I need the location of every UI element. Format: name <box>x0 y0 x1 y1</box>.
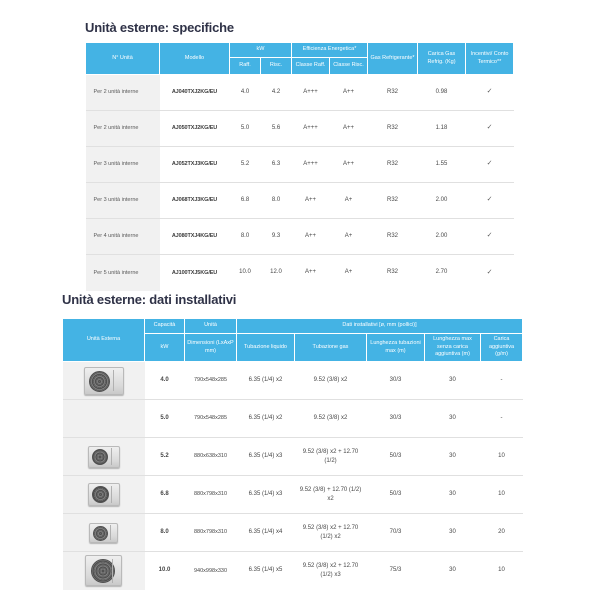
cell-dimensioni: 880x798x310 <box>185 514 237 552</box>
cell-gas: R32 <box>368 183 418 219</box>
table-row <box>86 255 514 291</box>
cell-classe-raff: A++ <box>292 219 330 255</box>
cell-classe-risc: A++ <box>330 111 368 147</box>
cell-tubazione-gas: 9.52 (3/8) + 12.70 (1/2) x2 <box>295 476 367 514</box>
checkmark-icon: ✓ <box>466 183 514 219</box>
cell-lunghezza-max: 30 <box>425 362 481 400</box>
cell-unita: Per 4 unità interne <box>86 219 160 255</box>
cell-lunghezza: 50/3 <box>367 438 425 476</box>
fan-grille-icon <box>92 486 109 503</box>
header-group-unita: Unità <box>185 319 237 334</box>
cell-lunghezza-max: 30 <box>425 514 481 552</box>
table-row <box>86 183 514 219</box>
outdoor-unit-photo <box>89 523 118 543</box>
cell-gas: R32 <box>368 147 418 183</box>
specs-table <box>85 42 514 291</box>
cell-kw-risc: 9.3 <box>261 219 292 255</box>
outdoor-unit-photo-cell <box>63 476 145 514</box>
header-carica-gas: Carica Gas Refrig. (Kg) <box>418 43 466 75</box>
cell-tubazione-liquido: 6.35 (1/4) x2 <box>237 400 295 438</box>
table-row <box>63 514 523 552</box>
specs-table-title: Unità esterne: specifiche <box>85 20 234 35</box>
cell-classe-risc: A++ <box>330 75 368 111</box>
header-tubazione-liquido: Tubazione liquido <box>237 334 295 362</box>
cell-unita: Per 3 unità interne <box>86 147 160 183</box>
cell-kw: 4.0 <box>145 362 185 400</box>
cell-kw-raff: 5.0 <box>230 111 261 147</box>
cell-kw-risc: 6.3 <box>261 147 292 183</box>
checkmark-icon: ✓ <box>466 147 514 183</box>
cell-kw-raff: 5.2 <box>230 147 261 183</box>
header-raff: Raff. <box>230 58 261 75</box>
table-row <box>63 400 523 438</box>
cell-carica: 0.98 <box>418 75 466 111</box>
cell-kw-risc: 8.0 <box>261 183 292 219</box>
fan-grille-icon <box>92 449 108 465</box>
header-group-kw: kW <box>230 43 292 58</box>
cell-carica: 2.00 <box>418 219 466 255</box>
outdoor-unit-photo-cell <box>63 362 145 400</box>
cell-gas: R32 <box>368 255 418 291</box>
cell-classe-risc: A+ <box>330 219 368 255</box>
cell-carica: 1.18 <box>418 111 466 147</box>
cell-kw: 5.0 <box>145 400 185 438</box>
cell-carica: 2.70 <box>418 255 466 291</box>
header-kw: kW <box>145 334 185 362</box>
cell-tubazione-gas: 9.52 (3/8) x2 <box>295 400 367 438</box>
cell-carica-aggiuntiva: - <box>481 400 523 438</box>
panel-seam <box>111 448 112 465</box>
header-incentivi: Incentivi/ Conto Termico** <box>466 43 514 75</box>
table-row <box>63 476 523 514</box>
outdoor-unit-photo <box>85 555 122 586</box>
header-group-dati-installativi: Dati installativi [ø, mm (pollici)] <box>237 319 523 334</box>
cell-classe-risc: A+ <box>330 255 368 291</box>
cell-lunghezza: 70/3 <box>367 514 425 552</box>
cell-unita: Per 5 unità interne <box>86 255 160 291</box>
table-row <box>86 147 514 183</box>
checkmark-icon: ✓ <box>466 219 514 255</box>
cell-dimensioni: 880x638x310 <box>185 438 237 476</box>
cell-kw-risc: 12.0 <box>261 255 292 291</box>
cell-gas: R32 <box>368 111 418 147</box>
panel-seam <box>111 486 112 504</box>
cell-tubazione-gas: 9.52 (3/8) x2 + 12.70 (1/2) x3 <box>295 552 367 590</box>
panel-seam <box>113 370 114 392</box>
header-modello: Modello <box>160 43 230 75</box>
cell-lunghezza-max: 30 <box>425 438 481 476</box>
cell-classe-raff: A++ <box>292 183 330 219</box>
fan-grille-icon <box>93 526 108 541</box>
fan-grille-icon <box>89 371 110 392</box>
outdoor-unit-photo-cell <box>63 438 145 476</box>
install-table <box>62 318 523 590</box>
cell-kw-risc: 4.2 <box>261 75 292 111</box>
cell-tubazione-liquido: 6.35 (1/4) x2 <box>237 362 295 400</box>
cell-unita: Per 2 unità interne <box>86 75 160 111</box>
cell-classe-raff: A+++ <box>292 111 330 147</box>
table-row <box>63 438 523 476</box>
cell-lunghezza: 30/3 <box>367 400 425 438</box>
cell-tubazione-gas: 9.52 (3/8) x2 + 12.70 (1/2) x2 <box>295 514 367 552</box>
cell-kw-raff: 10.0 <box>230 255 261 291</box>
cell-modello: AJ050TXJ2KG/EU <box>160 111 230 147</box>
header-lunghezza-tubazioni: Lunghezza tubazioni max (m) <box>367 334 425 362</box>
cell-lunghezza-max: 30 <box>425 552 481 590</box>
cell-tubazione-gas: 9.52 (3/8) x2 + 12.70 (1/2) <box>295 438 367 476</box>
header-tubazione-gas: Tubazione gas <box>295 334 367 362</box>
outdoor-unit-photo <box>84 367 124 395</box>
header-classe-raff: Classe Raff. <box>292 58 330 75</box>
header-n-unita: N° Unità <box>86 43 160 75</box>
install-table-title: Unità esterne: dati installativi <box>62 292 237 307</box>
header-carica-aggiuntiva: Carica aggiuntiva (g/m) <box>481 334 523 362</box>
cell-carica-aggiuntiva: 20 <box>481 514 523 552</box>
cell-carica: 2.00 <box>418 183 466 219</box>
checkmark-icon: ✓ <box>466 111 514 147</box>
table-row <box>63 552 523 590</box>
cell-kw: 10.0 <box>145 552 185 590</box>
table-row <box>63 362 523 400</box>
cell-lunghezza-max: 30 <box>425 476 481 514</box>
cell-dimensioni: 940x998x330 <box>185 552 237 590</box>
cell-modello: AJ040TXJ2KG/EU <box>160 75 230 111</box>
header-group-efficienza: Efficienza Energetica* <box>292 43 368 58</box>
outdoor-unit-photo-cell <box>63 552 145 590</box>
header-group-capacita: Capacità <box>145 319 185 334</box>
table-row <box>86 75 514 111</box>
outdoor-unit-photo-cell <box>63 514 145 552</box>
outdoor-unit-photo-cell <box>63 400 145 438</box>
cell-classe-raff: A+++ <box>292 147 330 183</box>
header-dimensioni: Dimensioni (LxAxP mm) <box>185 334 237 362</box>
cell-unita: Per 3 unità interne <box>86 183 160 219</box>
panel-seam <box>110 525 111 540</box>
cell-gas: R32 <box>368 219 418 255</box>
cell-modello: AJ052TXJ3KG/EU <box>160 147 230 183</box>
header-classe-risc: Classe Risc. <box>330 58 368 75</box>
outdoor-unit-photo <box>88 446 120 468</box>
cell-tubazione-gas: 9.52 (3/8) x2 <box>295 362 367 400</box>
cell-kw-raff: 8.0 <box>230 219 261 255</box>
cell-classe-risc: A+ <box>330 183 368 219</box>
cell-gas: R32 <box>368 75 418 111</box>
cell-unita: Per 2 unità interne <box>86 111 160 147</box>
checkmark-icon: ✓ <box>466 75 514 111</box>
cell-dimensioni: 790x548x285 <box>185 400 237 438</box>
cell-lunghezza: 30/3 <box>367 362 425 400</box>
header-lunghezza-max-senza-carica: Lunghezza max senza carica aggiuntiva (m) <box>425 334 481 362</box>
cell-modello: AJ080TXJ4KG/EU <box>160 219 230 255</box>
cell-dimensioni: 880x798x310 <box>185 476 237 514</box>
table-row <box>86 111 514 147</box>
cell-tubazione-liquido: 6.35 (1/4) x3 <box>237 476 295 514</box>
cell-carica-aggiuntiva: 10 <box>481 438 523 476</box>
cell-tubazione-liquido: 6.35 (1/4) x3 <box>237 438 295 476</box>
cell-classe-raff: A++ <box>292 255 330 291</box>
header-gas-refrigerante: Gas Refrigerante* <box>368 43 418 75</box>
cell-modello: AJ068TXJ3KG/EU <box>160 183 230 219</box>
cell-kw-raff: 4.0 <box>230 75 261 111</box>
cell-tubazione-liquido: 6.35 (1/4) x5 <box>237 552 295 590</box>
cell-carica-aggiuntiva: 10 <box>481 476 523 514</box>
cell-modello: AJ100TXJ5KG/EU <box>160 255 230 291</box>
header-risc: Risc. <box>261 58 292 75</box>
cell-carica: 1.55 <box>418 147 466 183</box>
cell-kw: 8.0 <box>145 514 185 552</box>
cell-carica-aggiuntiva: - <box>481 362 523 400</box>
header-unita-esterna: Unità Esterna <box>63 319 145 362</box>
cell-tubazione-liquido: 6.35 (1/4) x4 <box>237 514 295 552</box>
cell-lunghezza: 75/3 <box>367 552 425 590</box>
panel-seam <box>112 559 113 583</box>
cell-kw-risc: 5.6 <box>261 111 292 147</box>
cell-kw: 6.8 <box>145 476 185 514</box>
outdoor-unit-photo <box>88 483 120 506</box>
cell-lunghezza-max: 30 <box>425 400 481 438</box>
checkmark-icon: ✓ <box>466 255 514 291</box>
cell-kw: 5.2 <box>145 438 185 476</box>
cell-lunghezza: 50/3 <box>367 476 425 514</box>
table-row <box>86 219 514 255</box>
cell-classe-risc: A++ <box>330 147 368 183</box>
cell-carica-aggiuntiva: 10 <box>481 552 523 590</box>
cell-classe-raff: A+++ <box>292 75 330 111</box>
cell-kw-raff: 6.8 <box>230 183 261 219</box>
cell-dimensioni: 790x548x285 <box>185 362 237 400</box>
